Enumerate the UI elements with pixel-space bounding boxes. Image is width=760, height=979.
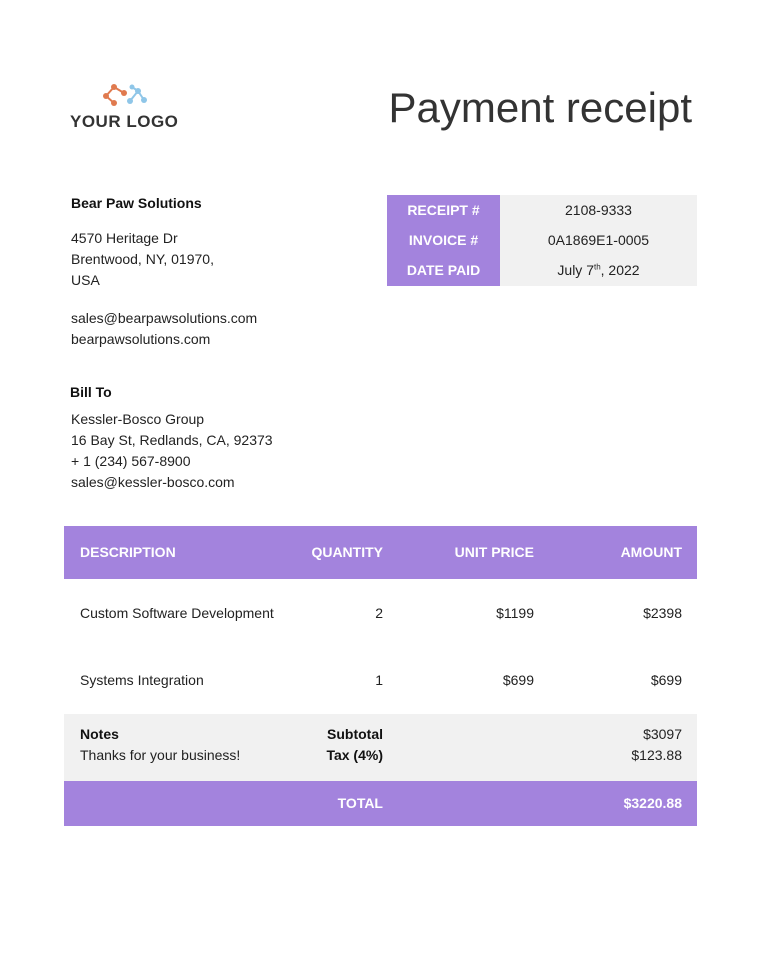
table-row <box>64 593 697 633</box>
summary-section <box>64 714 697 781</box>
subtotal-value: $3097 <box>643 726 682 742</box>
notes-text: Thanks for your business! <box>80 747 241 763</box>
address-line: Brentwood, NY, 01970, <box>71 251 214 267</box>
address-line: 4570 Heritage Dr <box>71 230 178 246</box>
company-logo <box>70 82 180 134</box>
bill-to-email[interactable]: sales@kessler-bosco.com <box>71 474 235 490</box>
item-unit-price: $699 <box>502 672 534 688</box>
company-email[interactable]: sales@bearpawsolutions.com <box>71 310 258 326</box>
item-description: Systems Integration <box>80 672 204 688</box>
total-label: TOTAL <box>337 795 383 811</box>
item-description: Custom Software Development <box>80 605 274 621</box>
address-line: USA <box>71 272 100 288</box>
header-unit-price: UNIT PRICE <box>454 544 534 560</box>
bill-to-label: Bill To <box>70 384 112 400</box>
bill-to-line: + 1 (234) 567-8900 <box>71 453 191 469</box>
invoice-number: 0A1869E1-0005 <box>547 232 650 248</box>
logo-icon <box>102 82 148 110</box>
company-address <box>71 228 214 291</box>
date-paid-month-day: July 7 <box>557 262 594 278</box>
header-description: DESCRIPTION <box>80 544 176 560</box>
date-paid-label: DATE PAID <box>406 262 481 278</box>
notes-label: Notes <box>80 726 119 742</box>
page-title: Payment receipt <box>388 84 692 131</box>
logo-text: YOUR LOGO <box>70 112 179 131</box>
total-value: $3220.88 <box>623 795 682 811</box>
total-bar <box>64 781 697 826</box>
company-name: Bear Paw Solutions <box>71 195 202 211</box>
company-website[interactable]: bearpawsolutions.com <box>71 331 211 347</box>
item-amount: $2398 <box>643 605 682 621</box>
header-quantity: QUANTITY <box>311 544 383 560</box>
item-amount: $699 <box>650 672 682 688</box>
item-unit-price: $1199 <box>496 605 534 621</box>
header-amount: AMOUNT <box>620 544 682 560</box>
date-paid-year: , 2022 <box>600 262 640 278</box>
bill-to-line: Kessler-Bosco Group <box>71 411 205 427</box>
item-quantity: 2 <box>375 605 383 621</box>
item-quantity: 1 <box>375 672 383 688</box>
company-contact <box>71 308 257 350</box>
subtotal-label: Subtotal <box>327 726 383 742</box>
receipt-number-label: RECEIPT # <box>407 202 480 218</box>
receipt-info-labels <box>387 195 500 286</box>
date-paid <box>500 255 697 285</box>
date-paid-ordinal: th <box>593 262 601 272</box>
table-row <box>64 660 697 700</box>
bill-to-line: 16 Bay St, Redlands, CA, 92373 <box>71 432 273 448</box>
receipt-info-values <box>500 195 697 286</box>
invoice-number-label: INVOICE # <box>408 232 479 248</box>
items-table-header <box>64 526 697 579</box>
tax-label: Tax (4%) <box>326 747 383 763</box>
receipt-info-box <box>387 195 697 286</box>
receipt-number: 2108-9333 <box>565 202 632 218</box>
bill-to-details <box>71 409 273 493</box>
tax-value: $123.88 <box>631 747 682 763</box>
